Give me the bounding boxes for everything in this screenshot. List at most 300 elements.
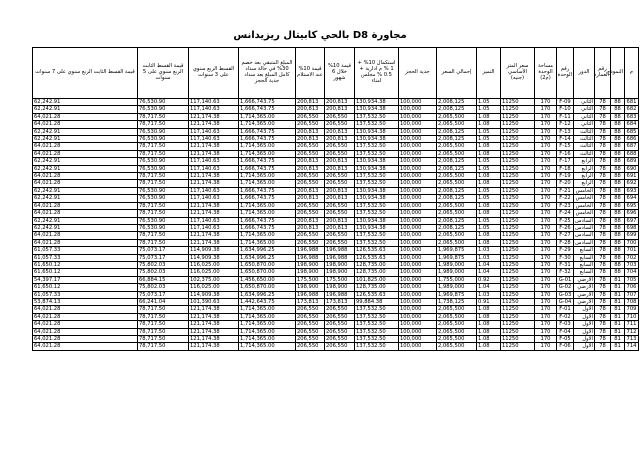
- table-row: [33, 284, 639, 291]
- table-cell: 200,813: [325, 106, 355, 113]
- table-cell: 175,500: [325, 276, 355, 283]
- table-cell: 1,714,365.00: [239, 321, 296, 328]
- table-cell: 11250: [501, 180, 535, 187]
- table-cell: 1.08: [477, 328, 501, 335]
- table-cell: 692: [625, 180, 639, 187]
- table-cell: 1.08: [477, 313, 501, 320]
- table-cell: 170: [535, 121, 557, 128]
- table-cell: 130,934.38: [355, 224, 399, 231]
- table-cell: 1,714,365.00: [239, 180, 296, 187]
- table-cell: 683: [625, 113, 639, 120]
- table-cell: 100,000: [399, 224, 437, 231]
- table-cell: 170: [535, 202, 557, 209]
- table-cell: 1,714,365.00: [239, 143, 296, 150]
- table-cell: 137,532.50: [355, 328, 399, 335]
- table-cell: 130,934.38: [355, 158, 399, 165]
- table-cell: 78,717.50: [138, 232, 189, 239]
- table-cell: 1.05: [477, 106, 501, 113]
- table-cell: G-04: [557, 298, 574, 305]
- table-cell: الرابع: [574, 180, 595, 187]
- table-cell: 11250: [501, 224, 535, 231]
- table-cell: 200,813: [325, 217, 355, 224]
- table-cell: 64,021.28: [33, 343, 138, 350]
- table-cell: F-29: [557, 247, 574, 254]
- table-cell: 1.05: [477, 136, 501, 143]
- table-cell: 206,550: [296, 180, 325, 187]
- table-cell: 200,813: [325, 158, 355, 165]
- table-cell: 100,000: [399, 136, 437, 143]
- table-cell: 1,989,000: [437, 284, 477, 291]
- table-cell: 78: [595, 106, 611, 113]
- table-cell: 11250: [501, 321, 535, 328]
- table-cell: 170: [535, 210, 557, 217]
- table-cell: 61,057.33: [33, 247, 138, 254]
- table-cell: 11250: [501, 136, 535, 143]
- table-cell: 137,532.50: [355, 210, 399, 217]
- table-cell: 703: [625, 261, 639, 268]
- table-cell: 170: [535, 261, 557, 268]
- table-cell: 170: [535, 195, 557, 202]
- table-cell: 206,550: [325, 343, 355, 350]
- table-cell: 1,969,875: [437, 247, 477, 254]
- table-cell: 11250: [501, 269, 535, 276]
- table-cell: 682: [625, 106, 639, 113]
- table-cell: 170: [535, 187, 557, 194]
- table-cell: 1,714,365.00: [239, 343, 296, 350]
- table-cell: الأرضي: [574, 298, 595, 305]
- table-cell: 128,735.00: [355, 261, 399, 268]
- table-cell: 170: [535, 298, 557, 305]
- table-row: [33, 239, 639, 246]
- table-cell: 2,008,125: [437, 128, 477, 135]
- table-cell: 1,666,743.75: [239, 99, 296, 106]
- table-cell: 11250: [501, 306, 535, 313]
- table-cell: F-18: [557, 165, 574, 172]
- table-cell: 2,065,500: [437, 143, 477, 150]
- table-cell: 78,717.50: [138, 336, 189, 343]
- table-row: [33, 195, 639, 202]
- table-cell: 196,988: [325, 247, 355, 254]
- table-cell: 2,008,125: [437, 165, 477, 172]
- table-cell: 1,666,743.75: [239, 224, 296, 231]
- column-header: م: [625, 48, 639, 99]
- table-cell: 170: [535, 328, 557, 335]
- table-cell: 100,000: [399, 276, 437, 283]
- table-cell: F-04: [557, 328, 574, 335]
- table-cell: 11250: [501, 328, 535, 335]
- table-cell: 121,174.38: [189, 180, 239, 187]
- table-cell: 78: [595, 321, 611, 328]
- table-cell: 11250: [501, 210, 535, 217]
- table-cell: 1,989,000: [437, 261, 477, 268]
- table-cell: 88: [611, 187, 625, 194]
- table-cell: 206,550: [325, 210, 355, 217]
- table-cell: 11250: [501, 187, 535, 194]
- table-cell: 121,174.38: [189, 306, 239, 313]
- table-cell: 100,000: [399, 158, 437, 165]
- table-cell: 101,390.63: [189, 298, 239, 305]
- table-cell: 206,550: [296, 202, 325, 209]
- table-row: [33, 173, 639, 180]
- table-cell: 78: [595, 291, 611, 298]
- table-cell: 200,813: [296, 128, 325, 135]
- table-cell: 206,550: [325, 113, 355, 120]
- table-cell: 117,140.63: [189, 106, 239, 113]
- table-cell: 114,909.38: [189, 247, 239, 254]
- table-cell: 100,000: [399, 128, 437, 135]
- table-cell: 1.08: [477, 113, 501, 120]
- table-cell: 137,532.50: [355, 143, 399, 150]
- table-cell: 100,000: [399, 239, 437, 246]
- table-cell: 206,550: [296, 232, 325, 239]
- table-cell: 88: [611, 173, 625, 180]
- table-cell: 687: [625, 143, 639, 150]
- table-cell: 11250: [501, 291, 535, 298]
- table-cell: 1.03: [477, 291, 501, 298]
- table-cell: 1.08: [477, 210, 501, 217]
- table-cell: السابع: [574, 247, 595, 254]
- table-cell: 206,550: [296, 210, 325, 217]
- table-cell: 121,174.38: [189, 113, 239, 120]
- table-cell: 1,666,743.75: [239, 106, 296, 113]
- table-cell: F-26: [557, 224, 574, 231]
- table-cell: 170: [535, 180, 557, 187]
- column-header: قيمة 10% عند الاستلام: [296, 48, 325, 99]
- table-cell: 100,000: [399, 232, 437, 239]
- table-cell: 75,802.03: [138, 284, 189, 291]
- table-cell: 75,073.17: [138, 254, 189, 261]
- table-cell: 685: [625, 128, 639, 135]
- table-cell: 64,021.28: [33, 150, 138, 157]
- table-cell: 100,000: [399, 195, 437, 202]
- table-cell: 2,008,125: [437, 106, 477, 113]
- table-cell: 137,532.50: [355, 173, 399, 180]
- table-cell: 101,825.00: [355, 276, 399, 283]
- table-cell: الرابع: [574, 158, 595, 165]
- table-cell: F-16: [557, 150, 574, 157]
- table-cell: السادس: [575, 232, 593, 239]
- table-cell: 170: [535, 254, 557, 261]
- table-cell: 100,000: [399, 165, 437, 172]
- table-cell: 78,717.50: [138, 313, 189, 320]
- table-cell: 1.04: [477, 261, 501, 268]
- table-cell: 1,650,870.00: [239, 269, 296, 276]
- table-cell: 206,550: [296, 239, 325, 246]
- table-cell: 173,813: [325, 298, 355, 305]
- table-cell: 81: [611, 313, 625, 320]
- table-cell: 130,934.38: [355, 128, 399, 135]
- table-cell: F-25: [557, 217, 574, 224]
- table-cell: 691: [625, 173, 639, 180]
- table-row: [33, 232, 639, 239]
- table-cell: 1,738,125: [437, 298, 477, 305]
- table-cell: 11250: [501, 121, 535, 128]
- column-header: قيمة القسط الثابت الربع سنوي على 7 سنوات: [33, 48, 138, 99]
- table-header: [33, 48, 639, 99]
- table-cell: 76,530.90: [138, 217, 189, 224]
- table-cell: 137,532.50: [355, 232, 399, 239]
- table-cell: 1.08: [477, 336, 501, 343]
- table-cell: 1,442,643.75: [239, 298, 296, 305]
- table-cell: 64,021.28: [33, 321, 138, 328]
- table-cell: 100,000: [399, 284, 437, 291]
- table-cell: 206,550: [296, 328, 325, 335]
- table-cell: 2,065,500: [437, 232, 477, 239]
- table-row: [33, 113, 639, 120]
- table-cell: 200,813: [296, 224, 325, 231]
- table-cell: 200,813: [296, 99, 325, 106]
- table-cell: 11250: [501, 128, 535, 135]
- table-cell: 2,065,500: [437, 321, 477, 328]
- table-cell: 100,000: [399, 261, 437, 268]
- column-header: استكمال 10% + 1 % م ادارية + 0.5 % مجلس امناء: [355, 48, 399, 99]
- table-cell: 100,000: [399, 298, 437, 305]
- table-cell: الثاني: [574, 113, 595, 120]
- table-cell: 696: [625, 210, 639, 217]
- table-cell: 64,021.28: [33, 328, 138, 335]
- table-cell: 88: [611, 254, 625, 261]
- table-cell: 1,714,365.00: [239, 202, 296, 209]
- table-cell: 200,813: [296, 217, 325, 224]
- table-cell: 64,021.28: [33, 113, 138, 120]
- table-cell: 200,813: [325, 165, 355, 172]
- table-cell: 1.08: [477, 143, 501, 150]
- table-cell: 1,650,870.00: [239, 261, 296, 268]
- table-cell: 1.08: [477, 306, 501, 313]
- table-cell: 2,008,125: [437, 99, 477, 106]
- table-cell: 1.05: [477, 158, 501, 165]
- table-cell: 100,000: [399, 143, 437, 150]
- table-row: [33, 261, 639, 268]
- table-cell: 61,650.12: [33, 261, 138, 268]
- table-cell: 117,140.63: [189, 224, 239, 231]
- table-cell: 200,813: [325, 224, 355, 231]
- table-cell: 1.05: [477, 224, 501, 231]
- table-cell: 1.08: [477, 180, 501, 187]
- table-cell: 78: [595, 284, 611, 291]
- table-cell: الخامس: [574, 202, 595, 209]
- table-row: [33, 121, 639, 128]
- column-header: إجمالي السعر: [437, 48, 477, 99]
- table-row: [33, 224, 639, 231]
- table-cell: F-22: [557, 195, 574, 202]
- table-cell: 11250: [501, 113, 535, 120]
- table-cell: 64,021.28: [33, 232, 138, 239]
- table-cell: 1.08: [477, 232, 501, 239]
- column-header: المبلغ المتبقي بعد خصم 30% في حالة سداد كامل المبلغ بعد سداد جدية الحجز: [239, 48, 296, 99]
- table-cell: 170: [535, 150, 557, 157]
- table-row: [33, 165, 639, 172]
- table-cell: 130,934.38: [355, 99, 399, 106]
- table-cell: 100,000: [399, 113, 437, 120]
- table-cell: 170: [535, 158, 557, 165]
- table-cell: 711: [625, 321, 639, 328]
- table-cell: 88: [611, 247, 625, 254]
- table-cell: 1,666,743.75: [239, 195, 296, 202]
- table-cell: 117,140.63: [189, 158, 239, 165]
- table-cell: 61,650.12: [33, 269, 138, 276]
- table-cell: 175,500: [296, 276, 325, 283]
- table-cell: 170: [535, 165, 557, 172]
- table-cell: 11250: [501, 261, 535, 268]
- table-cell: 78,717.50: [138, 321, 189, 328]
- table-cell: F-09: [557, 99, 574, 106]
- table-cell: 78: [595, 187, 611, 194]
- table-cell: 1.08: [477, 239, 501, 246]
- table-row: [33, 217, 639, 224]
- table-cell: 137,532.50: [355, 239, 399, 246]
- table-cell: 1,969,875: [437, 291, 477, 298]
- table-cell: 206,550: [325, 336, 355, 343]
- table-cell: 117,140.63: [189, 217, 239, 224]
- table-cell: 709: [625, 306, 639, 313]
- table-cell: 206,550: [296, 121, 325, 128]
- table-cell: 137,532.50: [355, 313, 399, 320]
- table-cell: 1,456,650.00: [239, 276, 296, 283]
- table-cell: 137,532.50: [355, 113, 399, 120]
- table-cell: 76,530.90: [138, 187, 189, 194]
- table-cell: 11250: [501, 313, 535, 320]
- table-cell: 694: [625, 195, 639, 202]
- table-cell: الأول: [574, 328, 595, 335]
- table-cell: 2,065,500: [437, 180, 477, 187]
- table-cell: 102,375.00: [189, 276, 239, 283]
- table-cell: 697: [625, 217, 639, 224]
- column-header: قيمة القسط الثابت الربع سنوي على 5 سنوات: [138, 48, 189, 99]
- table-cell: 713: [625, 336, 639, 343]
- table-cell: F-13: [557, 128, 574, 135]
- column-header: سعر المتر الأساسي (جنيه): [501, 48, 535, 99]
- table-cell: 100,000: [399, 343, 437, 350]
- table-cell: 206,550: [296, 336, 325, 343]
- table-cell: 88: [611, 106, 625, 113]
- table-cell: 81: [611, 336, 625, 343]
- table-cell: 78,717.50: [138, 180, 189, 187]
- table-cell: 200,813: [296, 165, 325, 172]
- table-cell: 76,530.90: [138, 99, 189, 106]
- table-cell: الأول: [574, 321, 595, 328]
- table-cell: 78: [595, 150, 611, 157]
- table-row: [33, 128, 639, 135]
- table-cell: 100,000: [399, 254, 437, 261]
- table-cell: 690: [625, 165, 639, 172]
- table-cell: 1.03: [477, 247, 501, 254]
- table-cell: 100,000: [399, 121, 437, 128]
- table-cell: 206,550: [296, 321, 325, 328]
- table-cell: 100,000: [399, 210, 437, 217]
- table-cell: 137,532.50: [355, 321, 399, 328]
- table-cell: 1.04: [477, 269, 501, 276]
- table-cell: 88: [611, 217, 625, 224]
- table-cell: 126,535.63: [355, 291, 399, 298]
- table-cell: 206,550: [296, 113, 325, 120]
- table-cell: 2,008,125: [437, 195, 477, 202]
- table-cell: 78: [595, 313, 611, 320]
- table-cell: 198,900: [296, 284, 325, 291]
- table-cell: الأرضي: [574, 284, 595, 291]
- table-cell: 1,714,365.00: [239, 336, 296, 343]
- table-cell: 75,073.17: [138, 247, 189, 254]
- header-row: [33, 48, 639, 99]
- table-cell: 1,714,365.00: [239, 306, 296, 313]
- table-cell: 53,874.13: [33, 298, 138, 305]
- table-cell: 1,666,743.75: [239, 158, 296, 165]
- table-cell: 78: [595, 121, 611, 128]
- table-cell: 88: [611, 202, 625, 209]
- table-cell: 100,000: [399, 173, 437, 180]
- table-cell: 206,550: [296, 343, 325, 350]
- column-header: القسط الربع سنوي على 3 سنوات: [189, 48, 239, 99]
- table-cell: 11250: [501, 158, 535, 165]
- table-cell: 699: [625, 232, 639, 239]
- table-cell: 100,000: [399, 187, 437, 194]
- table-cell: 76,530.90: [138, 128, 189, 135]
- table-cell: F-23: [557, 202, 574, 209]
- table-cell: 695: [625, 202, 639, 209]
- table-cell: 75,802.03: [138, 261, 189, 268]
- table-cell: الأول: [574, 306, 595, 313]
- table-cell: 198,900: [296, 261, 325, 268]
- table-cell: 78: [595, 202, 611, 209]
- table-cell: 196,988: [296, 291, 325, 298]
- table-cell: 707: [625, 291, 639, 298]
- column-header: النموذج: [611, 48, 625, 99]
- table-cell: 62,242.91: [33, 99, 138, 106]
- table-cell: 88: [611, 224, 625, 231]
- table-cell: 1,634,996.25: [239, 247, 296, 254]
- table-cell: 88: [611, 158, 625, 165]
- table-cell: 170: [535, 217, 557, 224]
- table-row: [33, 328, 639, 335]
- table-cell: 88: [611, 113, 625, 120]
- table-cell: الثاني: [574, 121, 595, 128]
- table-cell: 121,174.38: [189, 143, 239, 150]
- table-cell: 2,065,500: [437, 202, 477, 209]
- table-cell: 81: [611, 328, 625, 335]
- table-cell: 121,174.38: [189, 121, 239, 128]
- table-cell: 81: [611, 306, 625, 313]
- table-cell: الأول: [574, 313, 595, 320]
- table-cell: 200,813: [325, 99, 355, 106]
- table-cell: الرابع: [574, 173, 595, 180]
- table-cell: 100,000: [399, 313, 437, 320]
- table-cell: 1,714,365.00: [239, 210, 296, 217]
- table-row: [33, 158, 639, 165]
- table-cell: 701: [625, 247, 639, 254]
- table-cell: F-32: [557, 269, 574, 276]
- table-cell: الخامس: [574, 195, 595, 202]
- table-cell: 686: [625, 136, 639, 143]
- table-cell: السادس: [575, 217, 593, 224]
- table-cell: 200,813: [296, 106, 325, 113]
- table-cell: 78: [595, 217, 611, 224]
- table-cell: 62,242.91: [33, 128, 138, 135]
- table-cell: 710: [625, 313, 639, 320]
- table-cell: 1,714,365.00: [239, 113, 296, 120]
- table-cell: 206,550: [325, 328, 355, 335]
- table-cell: 121,174.38: [189, 239, 239, 246]
- table-cell: 706: [625, 284, 639, 291]
- column-header: قيمة 10% خلال 6 شهور: [325, 48, 355, 99]
- table-cell: 130,934.38: [355, 187, 399, 194]
- table-cell: 100,000: [399, 336, 437, 343]
- table-cell: 100,000: [399, 202, 437, 209]
- table-cell: الثاني: [574, 106, 595, 113]
- table-cell: F-15: [557, 143, 574, 150]
- table-cell: 88: [611, 99, 625, 106]
- table-cell: 62,242.91: [33, 165, 138, 172]
- table-row: [33, 276, 639, 283]
